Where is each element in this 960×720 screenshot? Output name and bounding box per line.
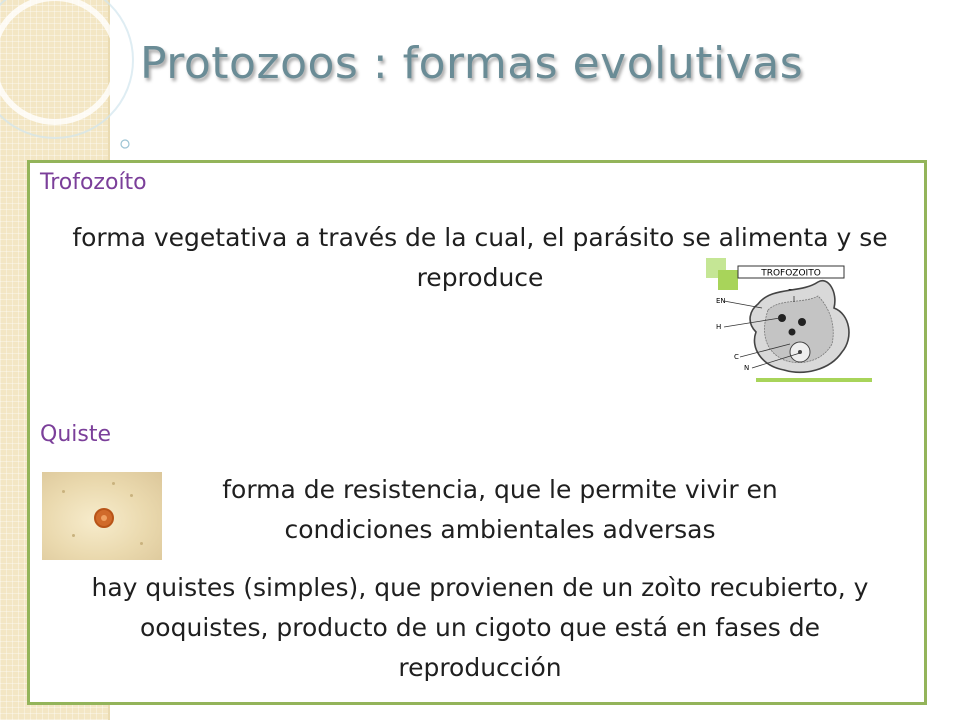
paragraph-quiste: forma de resistencia, que le permite vivir en condiciones ambientales adversas bbox=[222, 475, 778, 544]
paragraph-ooquistes: hay quistes (simples), que provienen de un zoìto recubierto, y ooquistes, producto de un cigoto que está en fases de reproducción bbox=[91, 573, 869, 682]
figure-title: TROFOZOITO bbox=[761, 268, 821, 279]
cyst-cell bbox=[94, 508, 114, 528]
cyst-micrograph bbox=[42, 472, 162, 560]
trofozoito-diagram bbox=[700, 252, 875, 384]
slide-title: Protozoos : formas evolutivas bbox=[140, 38, 804, 89]
decorative-circles bbox=[0, 0, 140, 160]
heading-trofozoito: Trofozoíto bbox=[40, 170, 147, 195]
figure-label-n: N bbox=[744, 364, 750, 372]
figure-label-c: C bbox=[734, 353, 739, 361]
speck bbox=[72, 534, 75, 537]
figure-label-en: EN bbox=[716, 297, 726, 305]
speck bbox=[112, 482, 115, 485]
paragraph-trofozoito: forma vegetativa a través de la cual, el parásito se alimenta y se reproduce bbox=[72, 223, 888, 292]
figure-label-h: H bbox=[716, 323, 722, 331]
heading-quiste: Quiste bbox=[40, 422, 111, 447]
speck bbox=[130, 494, 133, 497]
speck bbox=[62, 490, 65, 493]
speck bbox=[140, 542, 143, 545]
